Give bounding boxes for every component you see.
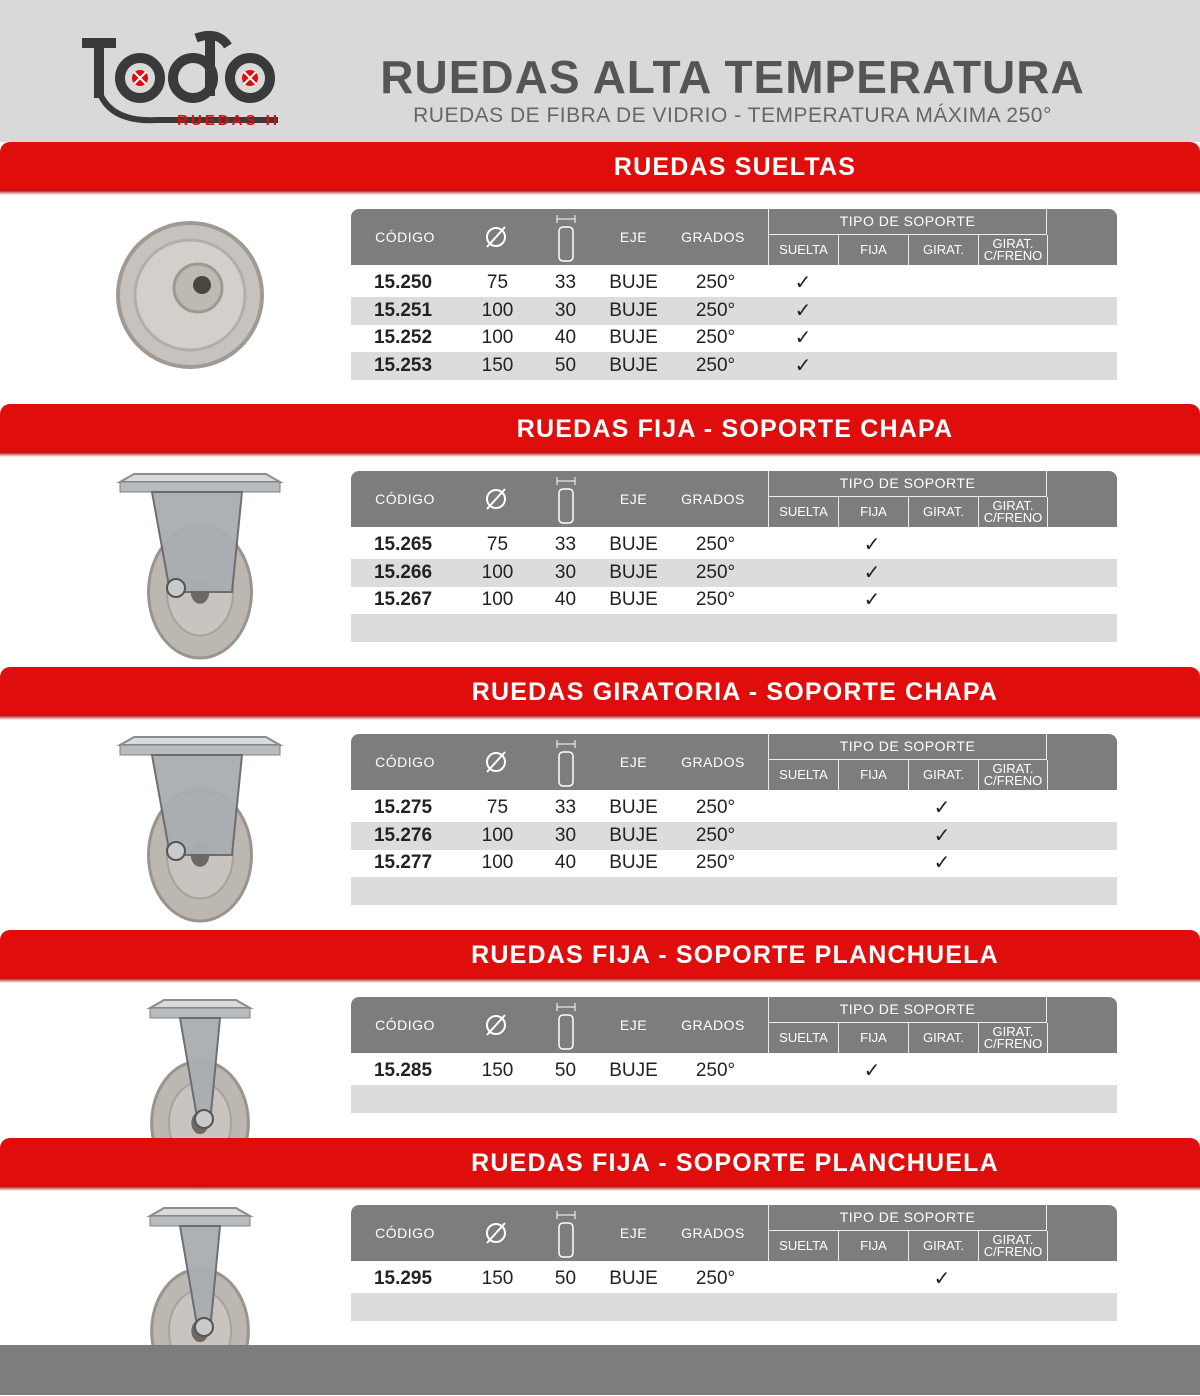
header-girat: GIRAT. (908, 760, 978, 790)
fixed-caster-sheet-image (90, 462, 290, 662)
check-icon: ✓ (933, 852, 951, 875)
header-grados: GRADOS (681, 491, 745, 507)
header-eje: EJE (619, 229, 648, 245)
header-suelta: SUELTA (768, 235, 838, 265)
header-suelta: SUELTA (768, 497, 838, 527)
axle-value: BUJE (609, 534, 658, 555)
table-row (351, 324, 1117, 352)
width-value: 33 (554, 534, 577, 555)
width-value: 40 (554, 327, 577, 349)
table-header (351, 734, 1117, 790)
header-girat-freno-line2: C/FRENO (983, 773, 1043, 788)
header-tipo-soporte: TIPO DE SOPORTE (768, 997, 1047, 1023)
product-code: 15.277 (373, 852, 433, 874)
width-value: 33 (554, 797, 577, 818)
header-tipo-soporte: TIPO DE SOPORTE (768, 471, 1047, 497)
axle-value: BUJE (609, 1268, 658, 1289)
axle-value: BUJE (609, 327, 658, 349)
diameter-value: 150 (481, 354, 514, 376)
header-eje: EJE (619, 491, 648, 507)
header-fija: FIJA (838, 235, 908, 265)
axle-value: BUJE (609, 824, 658, 846)
product-code: 15.253 (373, 354, 433, 376)
diameter-value: 75 (486, 797, 509, 818)
section-title: RUEDAS GIRATORIA - SOPORTE CHAPA (471, 678, 999, 706)
diameter-value: 100 (481, 561, 514, 583)
table-row (351, 352, 1117, 380)
degrees-value: 250° (695, 824, 736, 846)
check-icon: ✓ (933, 824, 951, 847)
product-code: 15.266 (373, 561, 433, 583)
degrees-value: 250° (695, 1060, 736, 1081)
width-value: 30 (554, 561, 577, 583)
table-row (351, 559, 1117, 587)
table-row (351, 269, 1117, 297)
degrees-value: 250° (695, 272, 736, 293)
page-header (0, 0, 1200, 142)
header-codigo: CÓDIGO (375, 754, 435, 770)
check-icon: ✓ (794, 299, 812, 322)
section-title: RUEDAS SUELTAS (613, 153, 857, 181)
axle-value: BUJE (609, 797, 658, 818)
header-girat: GIRAT. (908, 1231, 978, 1261)
wheel-width-icon (552, 209, 580, 265)
page-subtitle: RUEDAS DE FIBRA DE VIDRIO - TEMPERATURA MÁXIMA 250° (413, 104, 1052, 127)
header-suelta: SUELTA (768, 1023, 838, 1053)
wheel-width-icon (552, 471, 580, 527)
diameter-value: 150 (481, 1268, 514, 1289)
diameter-icon (481, 997, 511, 1053)
wheel-width-icon (552, 734, 580, 790)
degrees-value: 250° (695, 1268, 736, 1289)
header-girat-freno (978, 1231, 1048, 1261)
empty-row (351, 1085, 1117, 1113)
axle-value: BUJE (609, 561, 658, 583)
product-code: 15.276 (373, 824, 433, 846)
check-icon: ✓ (933, 797, 951, 819)
header-girat-freno-line1: GIRAT. (992, 1024, 1034, 1039)
diameter-value: 75 (486, 272, 509, 293)
check-icon: ✓ (863, 534, 881, 556)
diameter-value: 100 (481, 299, 514, 321)
width-value: 30 (554, 299, 577, 321)
empty-row (351, 614, 1117, 642)
diameter-icon (481, 734, 511, 790)
product-code: 15.265 (373, 534, 433, 555)
header-grados: GRADOS (681, 1017, 745, 1033)
width-value: 33 (554, 272, 577, 293)
loose-wheel-image (90, 200, 290, 400)
header-girat-freno-line1: GIRAT. (992, 236, 1034, 251)
diameter-icon (481, 1205, 511, 1261)
product-code: 15.252 (373, 327, 433, 349)
check-icon: ✓ (863, 1060, 881, 1082)
swivel-caster-sheet-image (90, 725, 290, 925)
header-suelta: SUELTA (768, 760, 838, 790)
axle-value: BUJE (609, 354, 658, 376)
header-codigo: CÓDIGO (375, 229, 435, 245)
header-girat-freno-line2: C/FRENO (983, 248, 1043, 263)
width-value: 30 (554, 824, 577, 846)
todo-ruedas-logo (78, 28, 288, 130)
header-grados: GRADOS (681, 754, 745, 770)
header-girat-freno-line2: C/FRENO (983, 1244, 1043, 1259)
degrees-value: 250° (695, 852, 736, 874)
degrees-value: 250° (695, 299, 736, 321)
check-icon: ✓ (863, 589, 881, 612)
header-fija: FIJA (838, 1231, 908, 1261)
product-code: 15.250 (373, 272, 433, 293)
degrees-value: 250° (695, 589, 736, 611)
width-value: 50 (554, 1060, 577, 1081)
product-code: 15.275 (373, 797, 433, 818)
header-girat-freno-line1: GIRAT. (992, 1232, 1034, 1247)
header-tipo-soporte: TIPO DE SOPORTE (768, 209, 1047, 235)
header-girat-freno-line1: GIRAT. (992, 498, 1034, 513)
page-footer (0, 1345, 1200, 1395)
diameter-value: 100 (481, 327, 514, 349)
header-girat-freno (978, 235, 1048, 265)
table-header (351, 471, 1117, 527)
width-value: 50 (554, 354, 577, 376)
header-codigo: CÓDIGO (375, 491, 435, 507)
header-girat-freno-line2: C/FRENO (983, 510, 1043, 525)
header-grados: GRADOS (681, 229, 745, 245)
axle-value: BUJE (609, 299, 658, 321)
section-title: RUEDAS FIJA - SOPORTE PLANCHUELA (471, 941, 999, 969)
header-tipo-soporte: TIPO DE SOPORTE (768, 1205, 1047, 1231)
table-row (351, 586, 1117, 614)
diameter-icon (481, 471, 511, 527)
table-row (351, 822, 1117, 850)
table-header (351, 209, 1117, 265)
header-girat-freno-line1: GIRAT. (992, 761, 1034, 776)
table-row (351, 531, 1117, 559)
table-row (351, 1265, 1117, 1293)
degrees-value: 250° (695, 327, 736, 349)
diameter-icon (481, 209, 511, 265)
product-code: 15.285 (373, 1060, 433, 1081)
header-girat-freno (978, 1023, 1048, 1053)
check-icon: ✓ (794, 327, 812, 350)
product-code: 15.251 (373, 299, 433, 321)
header-grados: GRADOS (681, 1225, 745, 1241)
header-girat-freno (978, 497, 1048, 527)
diameter-value: 100 (481, 589, 514, 611)
header-fija: FIJA (838, 760, 908, 790)
header-eje: EJE (619, 1225, 648, 1241)
table-row (351, 849, 1117, 877)
header-codigo: CÓDIGO (375, 1017, 435, 1033)
check-icon: ✓ (863, 561, 881, 584)
table-header (351, 997, 1117, 1053)
wheel-width-icon (552, 997, 580, 1053)
header-girat: GIRAT. (908, 235, 978, 265)
header-girat: GIRAT. (908, 1023, 978, 1053)
empty-row (351, 1293, 1117, 1321)
table-row (351, 297, 1117, 325)
product-code: 15.267 (373, 589, 433, 611)
wheel-width-icon (552, 1205, 580, 1261)
empty-row (351, 877, 1117, 905)
degrees-value: 250° (695, 797, 736, 818)
diameter-value: 100 (481, 852, 514, 874)
section-title: RUEDAS FIJA - SOPORTE CHAPA (516, 415, 954, 443)
width-value: 50 (554, 1268, 577, 1289)
header-girat-freno (978, 760, 1048, 790)
section-title: RUEDAS FIJA - SOPORTE PLANCHUELA (471, 1149, 999, 1177)
diameter-value: 75 (486, 534, 509, 555)
axle-value: BUJE (609, 1060, 658, 1081)
check-icon: ✓ (794, 354, 812, 377)
width-value: 40 (554, 589, 577, 611)
header-girat-freno-line2: C/FRENO (983, 1036, 1043, 1051)
check-icon: ✓ (794, 272, 812, 294)
axle-value: BUJE (609, 589, 658, 611)
header-girat: GIRAT. (908, 497, 978, 527)
degrees-value: 250° (695, 561, 736, 583)
axle-value: BUJE (609, 852, 658, 874)
page-title: RUEDAS ALTA TEMPERATURA (380, 51, 1085, 103)
table-header (351, 1205, 1117, 1261)
table-row (351, 1057, 1117, 1085)
width-value: 40 (554, 852, 577, 874)
diameter-value: 100 (481, 824, 514, 846)
diameter-value: 150 (481, 1060, 514, 1081)
header-suelta: SUELTA (768, 1231, 838, 1261)
degrees-value: 250° (695, 354, 736, 376)
product-code: 15.295 (373, 1268, 433, 1289)
svg-text:RUEDAS II: RUEDAS II (177, 112, 280, 129)
axle-value: BUJE (609, 272, 658, 293)
check-icon: ✓ (933, 1268, 951, 1290)
header-eje: EJE (619, 754, 648, 770)
header-fija: FIJA (838, 1023, 908, 1053)
header-codigo: CÓDIGO (375, 1225, 435, 1241)
header-tipo-soporte: TIPO DE SOPORTE (768, 734, 1047, 760)
table-row (351, 794, 1117, 822)
header-eje: EJE (619, 1017, 648, 1033)
degrees-value: 250° (695, 534, 736, 555)
header-fija: FIJA (838, 497, 908, 527)
